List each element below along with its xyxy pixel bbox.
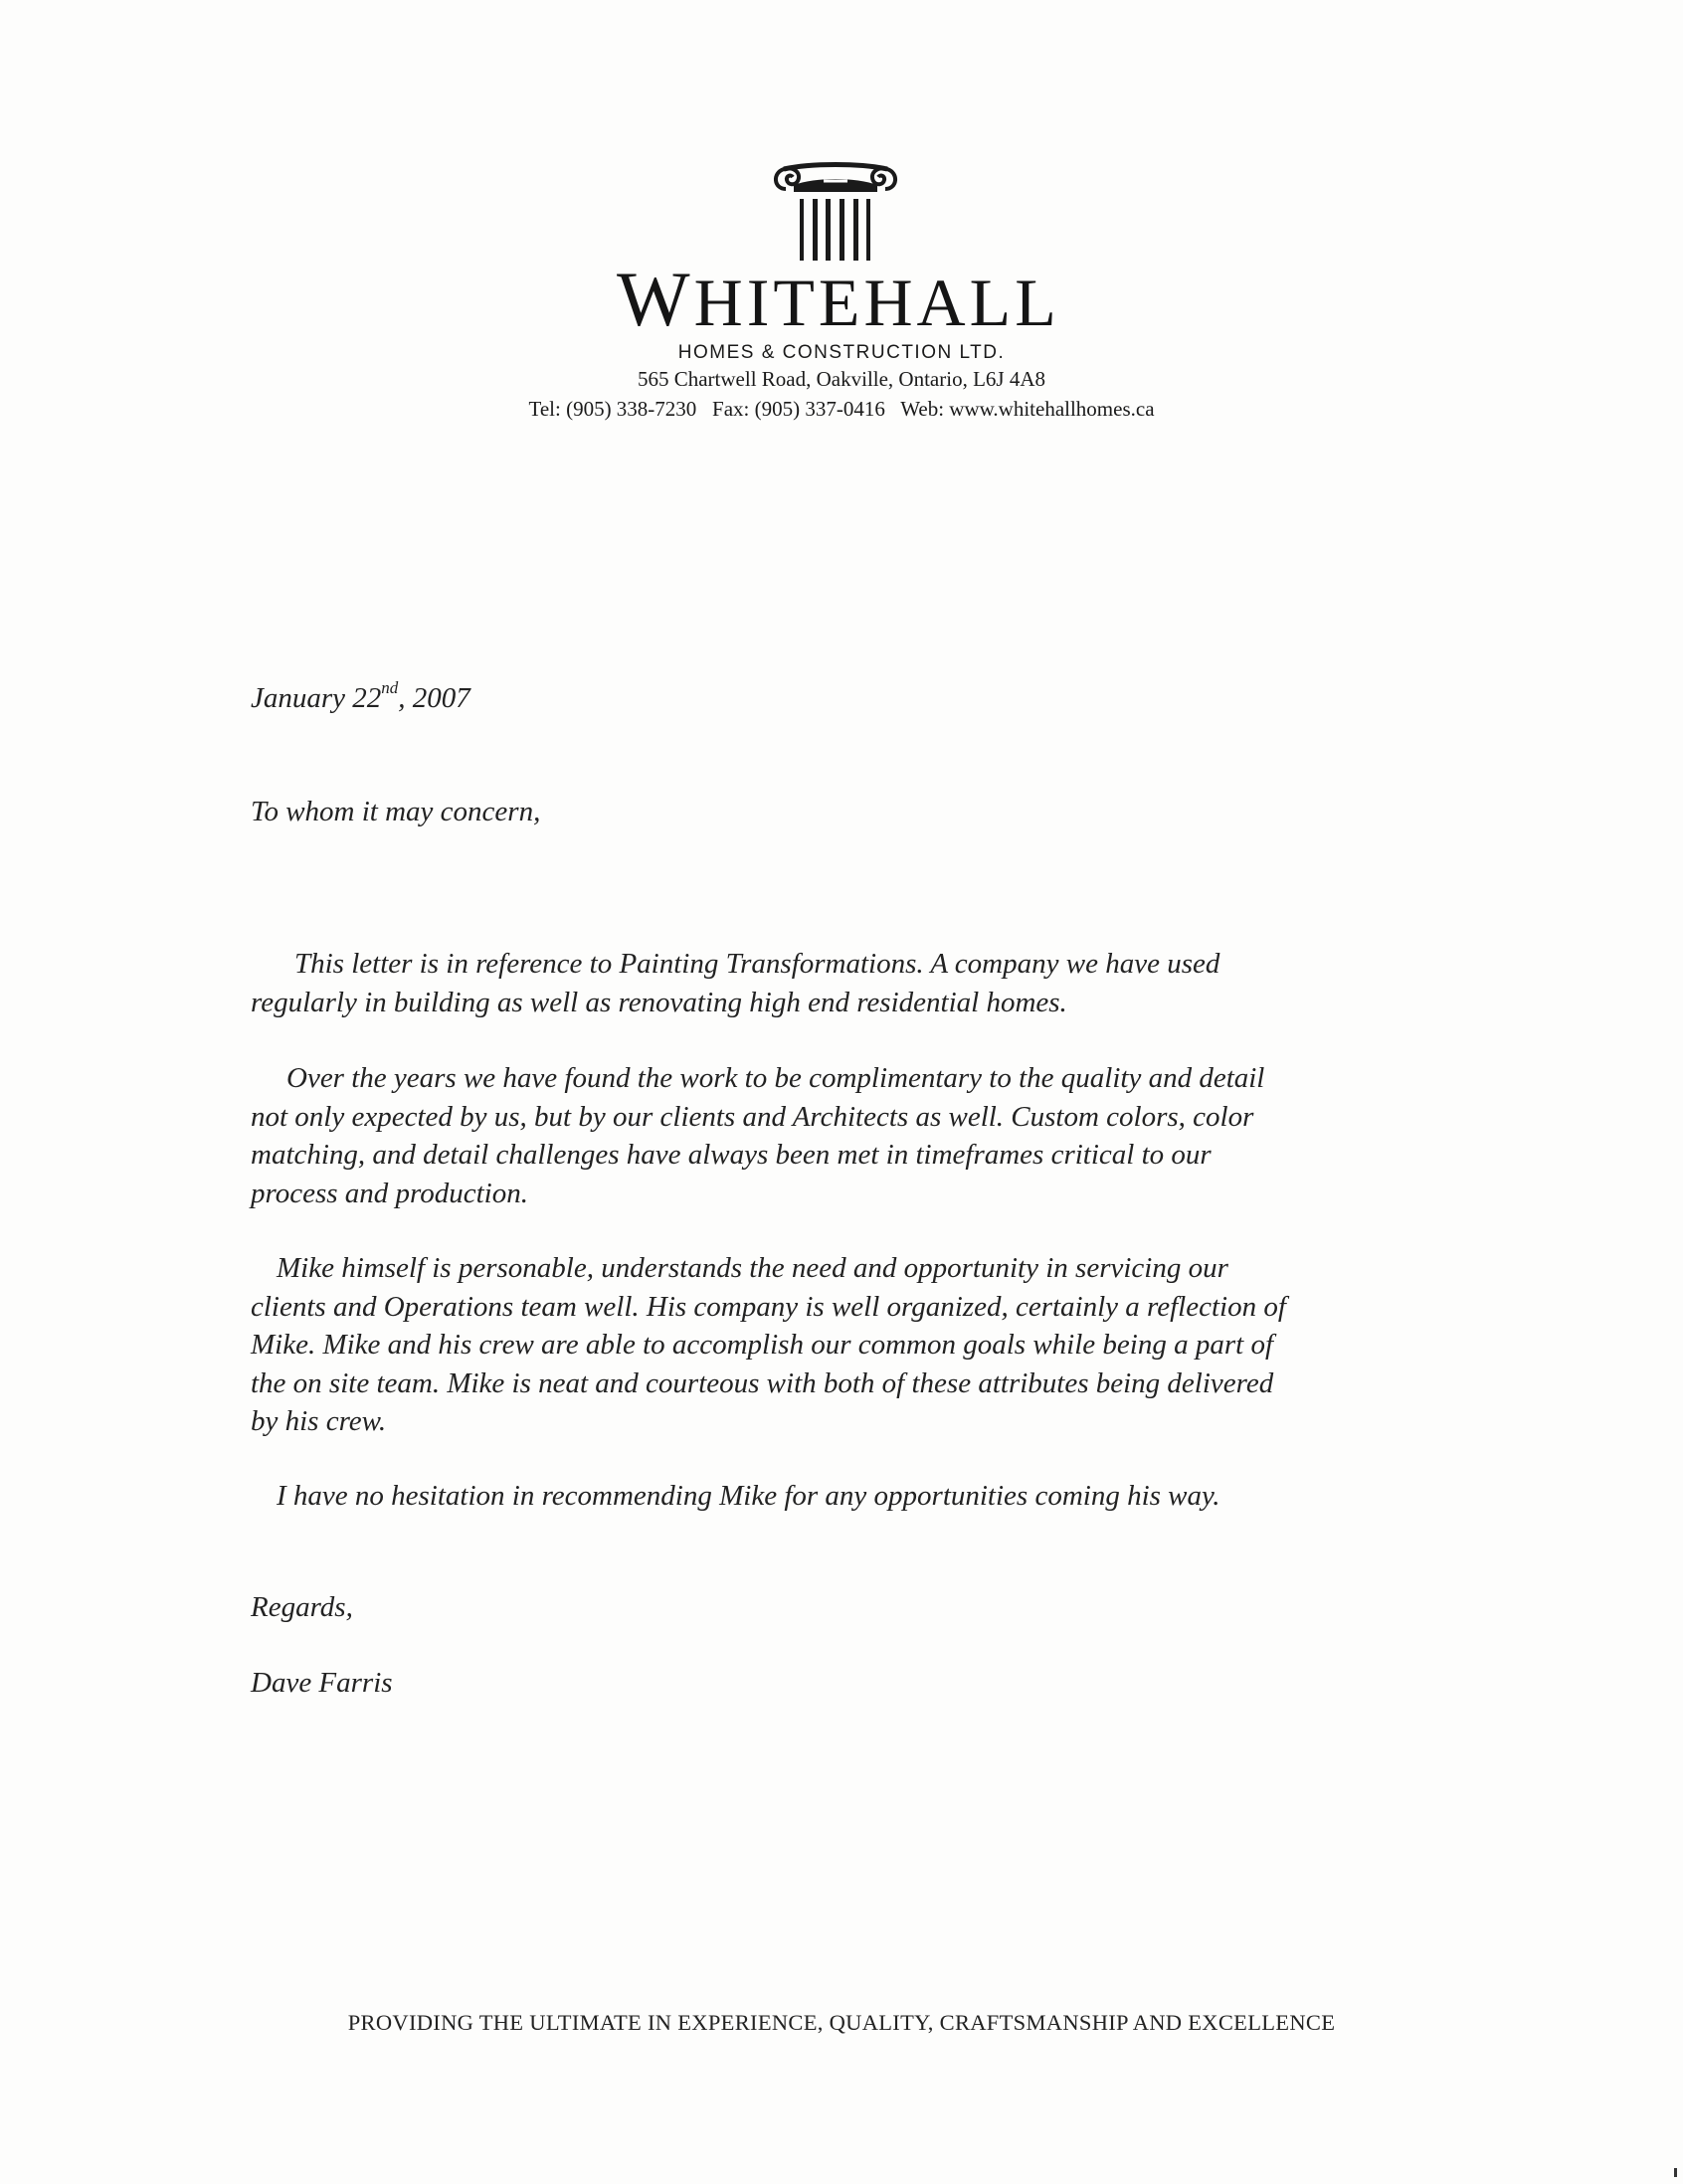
company-subtitle: HOMES & CONSTRUCTION LTD. bbox=[677, 342, 1006, 363]
salutation: To whom it may concern, bbox=[251, 796, 541, 827]
body-paragraph bbox=[251, 945, 1454, 1021]
paragraph-line: Mike. Mike and his crew are able to accomplish our common goals while being a part of bbox=[251, 1329, 1273, 1361]
paragraph-line: process and production. bbox=[251, 1177, 528, 1209]
body-paragraph bbox=[251, 1477, 1454, 1516]
company-address: 565 Chartwell Road, Oakville, Ontario, L6J 4A8 bbox=[637, 367, 1045, 391]
company-name-initial: W bbox=[617, 256, 694, 342]
company-name-rest: HITEHALL bbox=[693, 265, 1060, 340]
body-paragraph bbox=[251, 1249, 1454, 1441]
letter-date bbox=[251, 679, 1454, 718]
body-paragraph bbox=[251, 1059, 1454, 1212]
company-name bbox=[617, 256, 1074, 342]
paragraph-line: clients and Operations team well. His company is well organized, certainly a reflection of bbox=[251, 1290, 1286, 1323]
paragraph-line: the on site team. Mike is neat and courteous with both of these attributes being delivered bbox=[251, 1366, 1274, 1399]
paragraph-line: not only expected by us, but by our clients and Architects as well. Custom colors, color bbox=[251, 1100, 1254, 1133]
paragraph-line: matching, and detail challenges have always been met in timeframes critical to our bbox=[251, 1139, 1212, 1171]
paragraph-line: Mike himself is personable, understands the need and opportunity in servicing our bbox=[277, 1252, 1228, 1284]
paragraph-line: regularly in building as well as renovating high end residential homes. bbox=[251, 986, 1067, 1018]
paragraph-line: Over the years we have found the work to be complimentary to the quality and detail bbox=[286, 1062, 1265, 1094]
paragraph-line: by his crew. bbox=[251, 1405, 387, 1437]
paragraph-line: This letter is in reference to Painting Transformations. A company we have used bbox=[294, 948, 1220, 980]
ionic-column-logo-icon bbox=[766, 159, 905, 269]
signature-name: Dave Farris bbox=[251, 1667, 393, 1699]
date-suffix: nd bbox=[381, 678, 399, 697]
footer-tagline: PROVIDING THE ULTIMATE IN EXPERIENCE, QUALITY, CRAFTSMANSHIP AND EXCELLENCE bbox=[347, 2010, 1336, 2035]
date-year: , 2007 bbox=[398, 682, 470, 714]
company-contact: Tel: (905) 338-7230 Fax: (905) 337-0416 Web: www.whitehallhomes.ca bbox=[528, 397, 1155, 421]
scan-mark bbox=[1674, 2168, 1677, 2177]
closing: Regards, bbox=[251, 1591, 353, 1623]
paragraph-line: I have no hesitation in recommending Mike for any opportunities coming his way. bbox=[277, 1480, 1220, 1512]
date-prefix: January 22 bbox=[251, 682, 382, 714]
